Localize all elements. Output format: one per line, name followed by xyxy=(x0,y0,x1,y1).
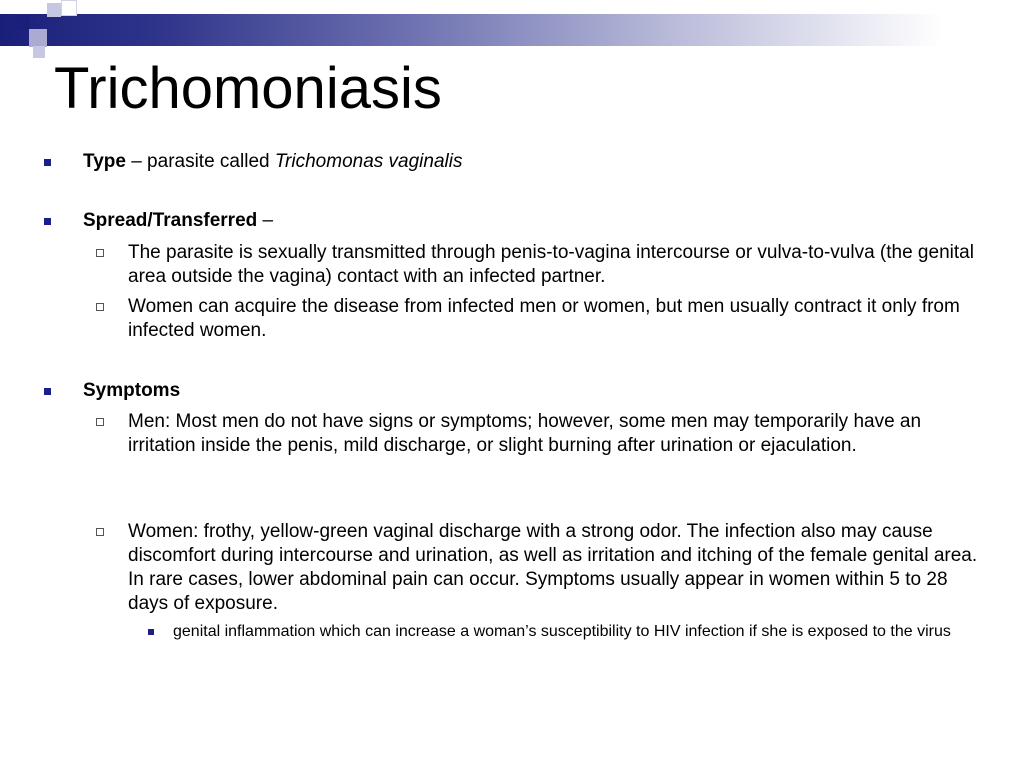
decorative-square-light xyxy=(29,29,47,47)
spread-label: Spread/Transferred xyxy=(83,210,258,231)
slide-title: Trichomoniasis xyxy=(54,56,442,121)
bullet-symptoms-text xyxy=(83,379,994,403)
type-label: Type xyxy=(83,151,126,172)
hollow-square-bullet-icon xyxy=(96,418,104,426)
bullet-type xyxy=(44,150,994,174)
symptoms-men xyxy=(96,410,986,458)
hollow-square-bullet-icon xyxy=(96,303,104,311)
symptoms-women-text: Women: frothy, yellow-green vaginal discharge with a strong odor. The infection also may cause discomfort during intercourse and urination, as well as irritation and itching of the female genital area. In rare cases, lower abdominal pain can occur. Symptoms usually appear in women within 5 to 28 days of exposure. xyxy=(128,521,978,614)
header-gradient-band xyxy=(0,14,1024,46)
type-organism: Trichomonas vaginalis xyxy=(274,151,463,172)
square-bullet-icon xyxy=(44,388,51,395)
bullet-spread xyxy=(44,209,994,233)
bullet-type-text xyxy=(83,150,994,174)
hollow-square-bullet-icon xyxy=(96,528,104,536)
spread-item xyxy=(96,295,986,343)
decorative-square-light xyxy=(47,3,61,17)
symptoms-men-text: Men: Most men do not have signs or symptoms; however, some men may temporarily have an irritation inside the penis, mild discharge, or slight burning after urination or ejaculation. xyxy=(128,411,922,456)
symptoms-women-sub-text: genital inflammation which can increase a woman’s susceptibility to HIV infection if she is exposed to the virus xyxy=(173,623,951,640)
decorative-square-white xyxy=(61,0,77,16)
square-bullet-icon xyxy=(148,629,154,635)
spread-item-text: Women can acquire the disease from infected men or women, but men usually contract it only from infected women. xyxy=(128,296,960,341)
decorative-square-light xyxy=(33,46,45,58)
symptoms-label: Symptoms xyxy=(83,380,181,401)
bullet-symptoms xyxy=(44,379,994,403)
symptoms-women xyxy=(96,520,986,616)
type-text: – parasite called xyxy=(125,151,275,172)
decorative-square-dark xyxy=(15,15,30,30)
spread-item-text: The parasite is sexually transmitted through penis-to-vagina intercourse or vulva-to-vulva (the genital area outside the vagina) contact with an infected partner. xyxy=(128,242,974,287)
symptoms-women-sub xyxy=(148,621,998,643)
hollow-square-bullet-icon xyxy=(96,249,104,257)
spread-item xyxy=(96,241,986,289)
square-bullet-icon xyxy=(44,159,51,166)
square-bullet-icon xyxy=(44,218,51,225)
spread-dash: – xyxy=(257,210,274,231)
bullet-spread-text xyxy=(83,209,994,233)
